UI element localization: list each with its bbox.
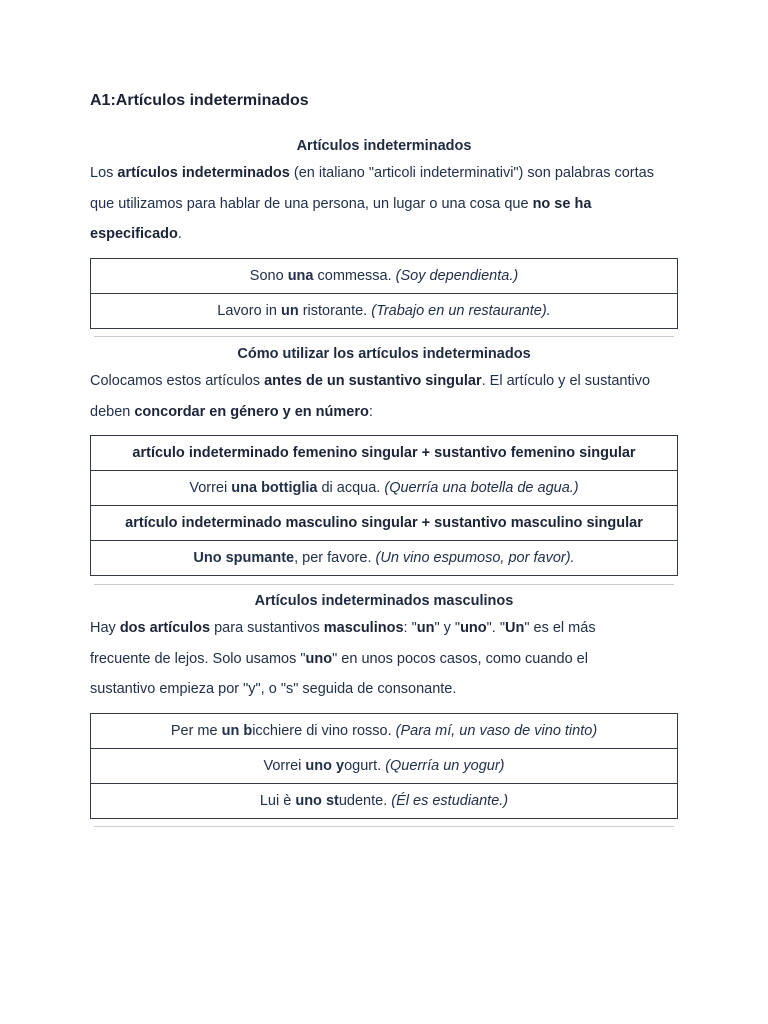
table-header-cell: artículo indeterminado masculino singular + sustantivo masculino singular [91,506,678,541]
section-como-utilizar [90,342,678,576]
divider [94,336,674,337]
table-row [91,748,678,783]
table-row [91,783,678,818]
section-heading: Cómo utilizar los artículos indeterminados [237,346,531,362]
section-heading: Artículos indeterminados [296,138,472,154]
section-masculinos [90,589,678,819]
example-table [90,258,678,329]
table-row [91,713,678,748]
divider [94,584,674,585]
table-cell: Vorrei una bottiglia di acqua. (Querría una botella de agua.) [91,471,678,506]
table-cell: Sono una commessa. (Soy dependienta.) [91,258,678,293]
intro-paragraph: Los artículos indeterminados (en italiano "articoli indeterminativi") son palabras cortas que utilizamos para hablar de una persona, un lugar o una cosa que no se ha especificado. [90,165,654,242]
divider [94,826,674,827]
table-cell: Lavoro in un ristorante. (Trabajo en un restaurante). [91,293,678,328]
usage-paragraph: Colocamos estos artículos antes de un sustantivo singular. El artículo y el sustantivo deben concordar en género y en número: [90,373,651,420]
section-heading: Artículos indeterminados masculinos [254,593,514,609]
table-header-cell: artículo indeterminado femenino singular + sustantivo femenino singular [91,436,678,471]
table-cell: Uno spumante, per favore. (Un vino espumoso, por favor). [91,541,678,576]
section-articulos-indeterminados [90,134,678,329]
table-row [91,506,678,541]
table-row [91,258,678,293]
agreement-table [90,435,678,576]
masculine-examples-table [90,713,678,819]
table-cell: Vorrei uno yogurt. (Querría un yogur) [91,748,678,783]
table-row [91,471,678,506]
table-row [91,293,678,328]
table-row [91,541,678,576]
table-cell: Per me un bicchiere di vino rosso. (Para mí, un vaso de vino tinto) [91,713,678,748]
table-cell: Lui è uno studente. (Él es estudiante.) [91,783,678,818]
document-title: A1:Artículos indeterminados [90,92,309,109]
masculine-paragraph: Hay dos artículos para sustantivos masculinos: "un" y "uno". "Un" es el más frecuente de lejos. Solo usamos "uno" en unos pocos casos, como cuando el sustantivo empieza por "y", o "s" seguida de consonante. [90,620,596,697]
table-row [91,436,678,471]
